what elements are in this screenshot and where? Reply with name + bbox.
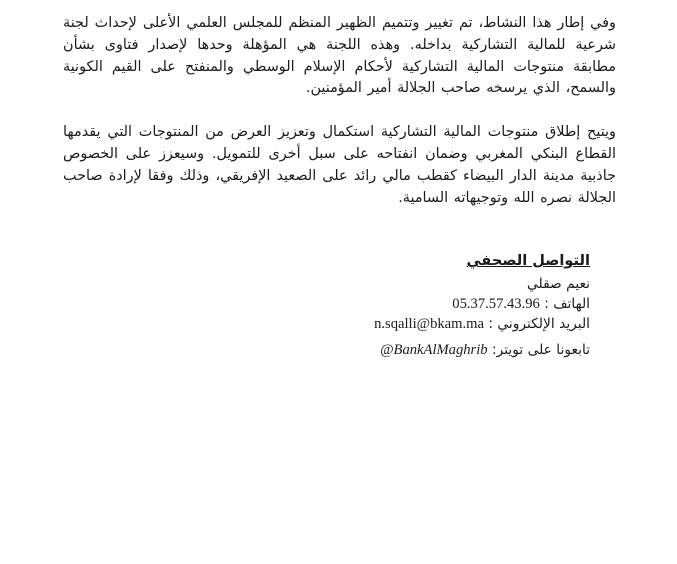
email-address: n.sqalli@bkam.ma	[374, 316, 484, 332]
press-release-body	[63, 13, 616, 209]
phone-line	[374, 294, 590, 314]
email-line	[374, 314, 590, 334]
twitter-label: تابعونا على تويتر:	[487, 342, 590, 358]
twitter-handle: @BankAlMaghrib	[380, 342, 488, 358]
phone-label: الهاتف :	[539, 296, 590, 312]
phone-number: 05.37.57.43.96	[452, 296, 540, 312]
paragraph-2: ويتيح إطلاق منتوجات المالية التشاركية استكمال وتعزيز العرض من المنتوجات التي يقدمها القطاع البنكي المغربي وضمان انفتاحه على سبل أخرى للتمويل. وسيعزز على الخصوص جاذبية مدينة الدار البيضاء كقطب مالي رائد على الصعيد الإفريقي، وذلك وفقا لإرادة صاحب الجلالة نصره الله وتوجيهاته السامية.	[63, 124, 616, 206]
paragraph-1: وفي إطار هذا النشاط، تم تغيير وتتميم الظهير المنظم للمجلس العلمي الأعلى لإحداث لجنة شرعية للمالية التشاركية بداخله. وهذه اللجنة هي المؤهلة وحدها لإصدار فتاوى بشأن مطابقة منتوجات المالية التشاركية لأحكام الإسلام الوسطي والمنفتح على القيم الكونية والسمح، الذي يرسخه صاحب الجلالة أمير المؤمنين.	[63, 15, 616, 97]
press-contact-heading: التواصل الصحفي	[466, 252, 590, 269]
contact-name-line	[374, 274, 590, 294]
email-label: البريد الإلكتروني :	[483, 316, 590, 332]
press-contact-block	[374, 251, 590, 360]
contact-name: نعيم صقلي	[527, 276, 590, 292]
twitter-line	[374, 340, 590, 360]
